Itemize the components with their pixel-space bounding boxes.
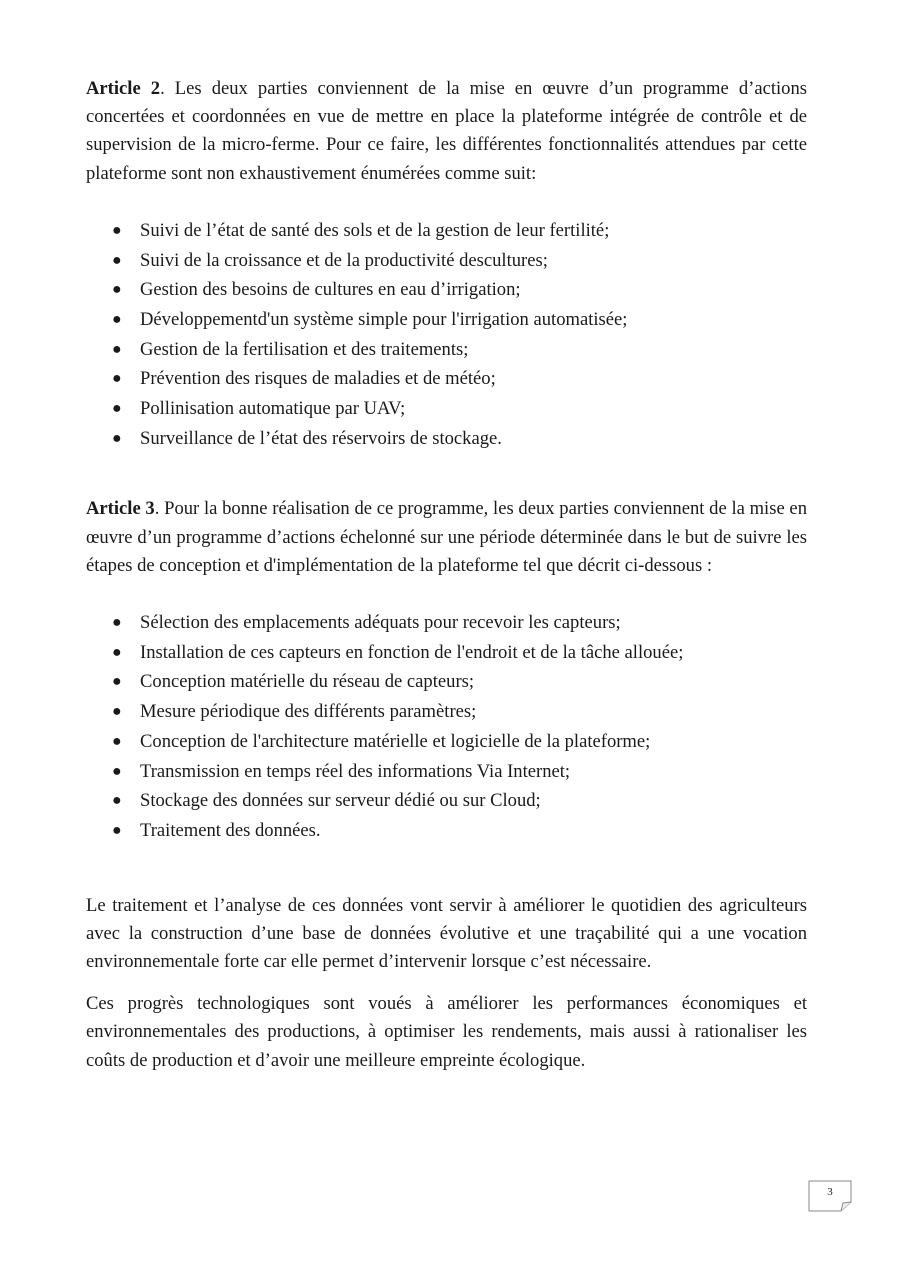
bullet-icon: ● (112, 400, 122, 418)
page-number: 3 (827, 1186, 833, 1198)
list-item: ● Sélection des emplacements adéquats pour recevoir les capteurs; (86, 608, 807, 638)
bullet-icon: ● (112, 370, 122, 388)
list-item: ● Stockage des données sur serveur dédié ou sur Cloud; (86, 786, 807, 816)
implementation-steps-list (86, 608, 807, 846)
list-item: ● Suivi de l’état de santé des sols et de la gestion de leur fertilité; (86, 216, 807, 246)
article-3-paragraph (86, 495, 807, 580)
article-2-paragraph (86, 75, 807, 188)
bullet-icon: ● (112, 614, 122, 632)
bullet-icon: ● (112, 221, 122, 239)
list-item: ● Installation de ces capteurs en fonction de l'endroit et de la tâche allouée; (86, 638, 807, 668)
bullet-icon: ● (112, 429, 122, 447)
bullet-icon: ● (112, 762, 122, 780)
data-processing-paragraph: Le traitement et l’analyse de ces données vont servir à améliorer le quotidien des agriculteurs avec la construction d’une base de données évolutive et une traçabilité qui a une vocation environnementale forte car elle permet d’intervenir lorsque c’est nécessaire. (86, 894, 807, 973)
page-number-box (808, 1180, 852, 1212)
bullet-icon: ● (112, 643, 122, 661)
list-item: ● Conception matérielle du réseau de capteurs; (86, 667, 807, 697)
list-item: ● Traitement des données. (86, 816, 807, 846)
functionality-list (86, 216, 807, 454)
technological-progress-paragraph: Ces progrès technologiques sont voués à améliorer les performances économiques et environnementales des productions, à optimiser les rendements, mais aussi à rationaliser les coûts de production et d’avoir une meilleure empreinte écologique. (86, 993, 807, 1071)
bullet-icon: ● (112, 673, 122, 691)
list-item: ● Conception de l'architecture matérielle et logicielle de la plateforme; (86, 727, 807, 757)
document-page (86, 75, 807, 1075)
bullet-icon: ● (112, 732, 122, 750)
bullet-icon: ● (112, 310, 122, 328)
list-item: ● Transmission en temps réel des informations Via Internet; (86, 757, 807, 787)
bullet-icon: ● (112, 281, 122, 299)
bullet-icon: ● (112, 821, 122, 839)
article-3-text: . Pour la bonne réalisation de ce programme, les deux parties conviennent de la mise en œuvre d’un programme d’actions échelonné sur une période déterminée dans le but de suivre les étapes de conception et d'implémentation de la plateforme tel que décrit ci-dessous : (86, 498, 807, 576)
bullet-icon: ● (112, 340, 122, 358)
list-item: ● Prévention des risques de maladies et de météo; (86, 364, 807, 394)
article-2-text: . Les deux parties conviennent de la mise en œuvre d’un programme d’actions concertées et coordonnées en vue de mettre en place la plateforme intégrée de contrôle et de supervision de la micro-ferme. Pour ce faire, les différentes fonctionnalités attendues par cette plateforme sont non exhaustivement énumérées comme suit: (86, 78, 807, 184)
list-item: ● Suivi de la croissance et de la productivité descultures; (86, 246, 807, 276)
article-2-label: Article 2 (86, 78, 161, 99)
bullet-icon: ● (112, 792, 122, 810)
list-item: ● Mesure périodique des différents paramètres; (86, 697, 807, 727)
list-item: ● Gestion de la fertilisation et des traitements; (86, 335, 807, 365)
list-item: ● Gestion des besoins de cultures en eau d’irrigation; (86, 275, 807, 305)
list-item: ● Développementd'un système simple pour l'irrigation automatisée; (86, 305, 807, 335)
bullet-icon: ● (112, 703, 122, 721)
list-item: ● Pollinisation automatique par UAV; (86, 394, 807, 424)
list-item: ● Surveillance de l’état des réservoirs de stockage. (86, 424, 807, 454)
article-3-label: Article 3 (86, 498, 155, 520)
bullet-icon: ● (112, 251, 122, 269)
